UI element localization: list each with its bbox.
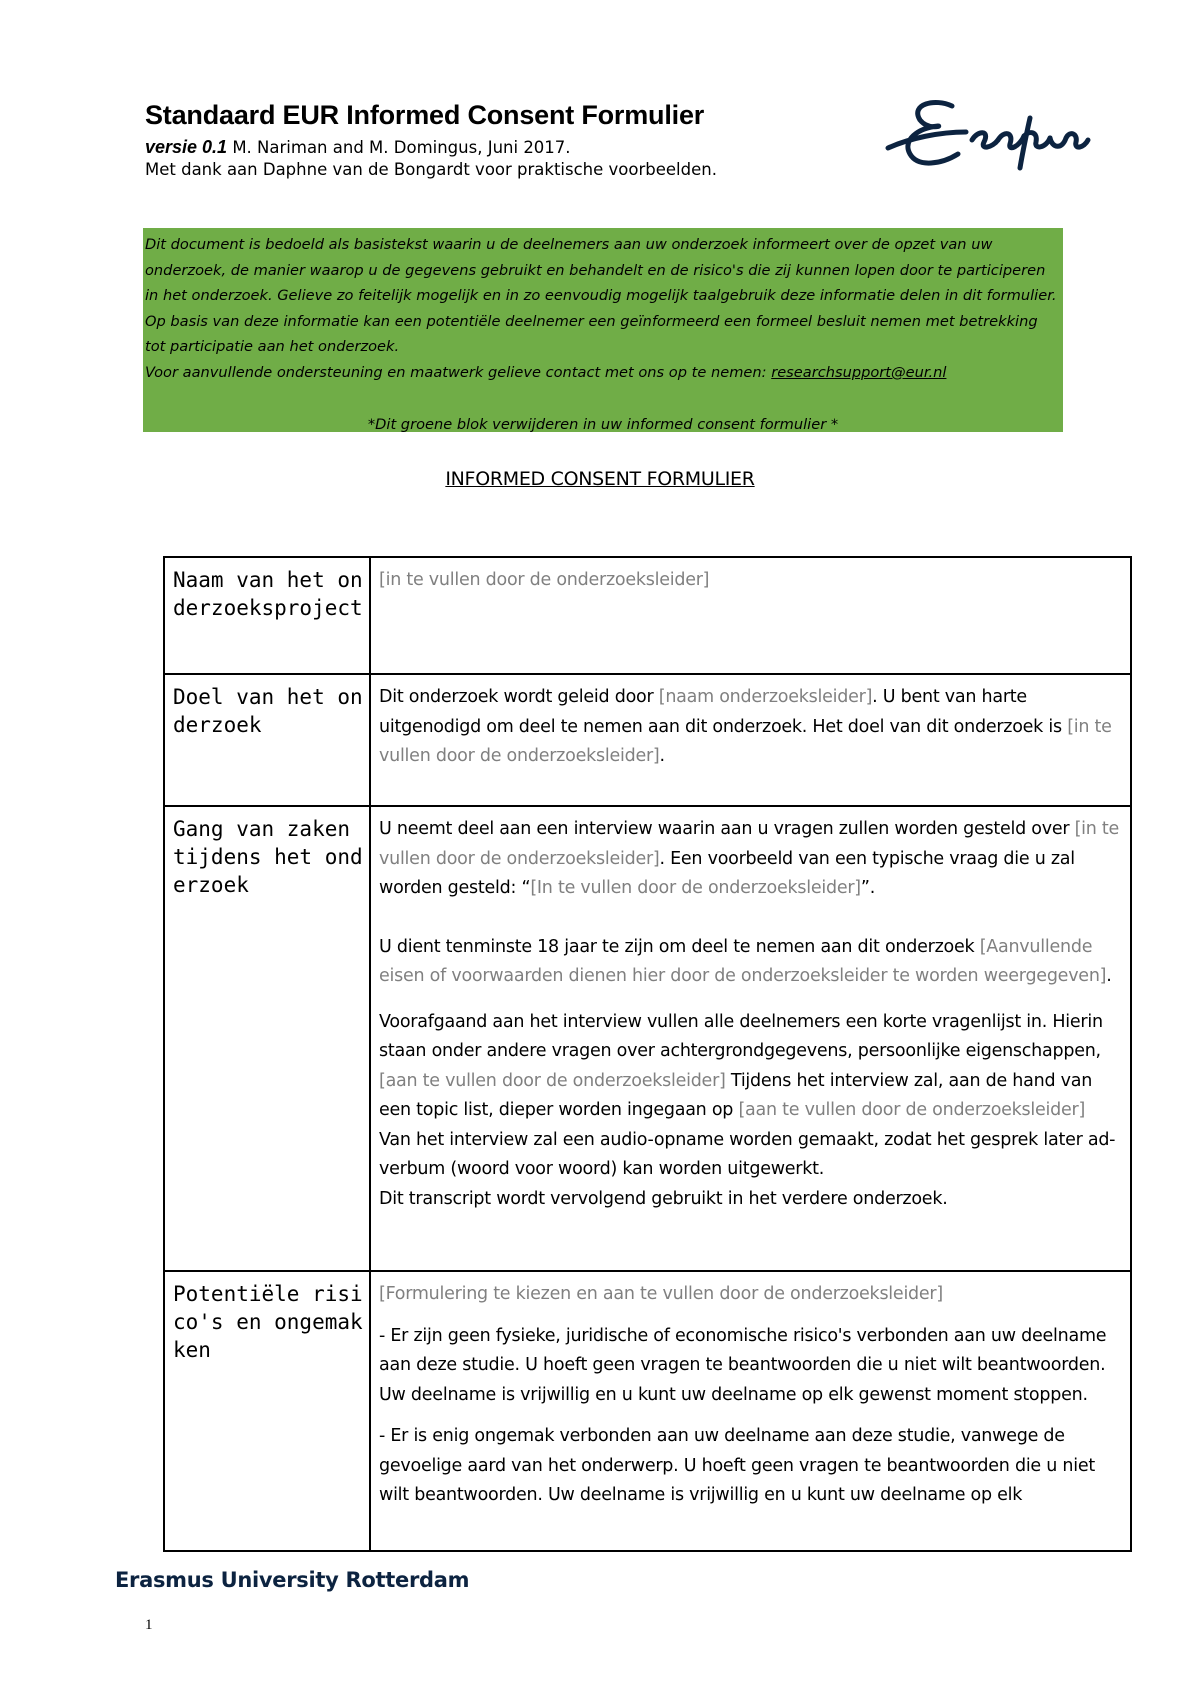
placeholder-text: [in te vullen door de onderzoeksleider] [379, 716, 1112, 766]
instruction-block [143, 228, 1063, 432]
content-text: ”. [860, 878, 876, 898]
placeholder-text: [Aanvullende eisen of voorwaarden dienen hier door de onderzoeksleider te worden weergegeven] [379, 936, 1107, 986]
support-line [145, 360, 1061, 386]
placeholder-text: [in te vullen door de onderzoeksleider] [379, 570, 710, 590]
row-content [370, 1271, 1131, 1551]
support-email-link[interactable]: researchsupport@eur.nl [771, 363, 947, 381]
paragraph [379, 1008, 1122, 1185]
content-text: U dient tenminste 18 jaar te zijn om deel te nemen aan dit onderzoek [379, 936, 980, 957]
placeholder-text: [aan te vullen door de onderzoeksleider] [738, 1100, 1086, 1120]
document-title: Standaard EUR Informed Consent Formulier [145, 100, 705, 130]
table-row [164, 1271, 1131, 1551]
paragraph: - Er is enig ongemak verbonden aan uw deelname aan deze studie, vanwege de gevoelige aard van het onderwerp. U hoeft geen vragen te beantwoorden die u niet wilt beantwoorden. Uw deelname is vrijwillig en u kunt uw deelname op elk [379, 1426, 1095, 1505]
placeholder-text: [aan te vullen door de onderzoeksleider] [379, 1070, 726, 1091]
placeholder-text: [In te vullen door de onderzoeksleider] [530, 878, 861, 898]
version-line [145, 137, 571, 158]
row-label: Naam van het onderzoeksproject [164, 557, 370, 674]
erasmus-signature-logo [880, 96, 1095, 176]
content-text: . U bent van harte uitgenodigd om deel te nemen aan dit onderzoek. Het doel van dit onderzoek is [379, 687, 1068, 737]
support-text: Voor aanvullende ondersteuning en maatwerk gelieve contact met ons op te nemen: [145, 363, 772, 381]
row-content [370, 674, 1131, 806]
acknowledgement: Met dank aan Daphne van de Bongardt voor praktische voorbeelden. [145, 160, 717, 179]
remove-note: *Dit groene blok verwijderen in uw informed consent formulier * [367, 415, 839, 433]
table-row [164, 674, 1131, 806]
content-text: . [1106, 966, 1112, 986]
paragraph [379, 1280, 1122, 1310]
form-heading: INFORMED CONSENT FORMULIER [445, 468, 755, 490]
content-text: . Een voorbeeld van een typische vraag die u zal worden gesteld: “ [379, 848, 1075, 898]
row-label: Gang van zaken tijdens het onderzoek [164, 806, 370, 1271]
placeholder-text: [Formulering te kiezen en aan te vullen door de onderzoeksleider] [379, 1284, 943, 1304]
row-label: Doel van het onderzoek [164, 674, 370, 806]
consent-table [163, 556, 1132, 1552]
paragraph [379, 815, 1122, 904]
table-row [164, 557, 1131, 674]
content-text: Voorafgaand aan het interview vullen alle deelnemers een korte vragenlijst in. Hierin staan onder andere vragen over achtergrondgegevens, persoonlijke eigenschappen, [379, 1011, 1103, 1061]
row-label: Potentiële risico's en ongemakken [164, 1271, 370, 1551]
paragraph [379, 933, 1122, 992]
page-number: 1 [145, 1617, 153, 1633]
paragraph: Dit transcript wordt vervolgend gebruikt in het verdere onderzoek. [379, 1188, 948, 1209]
instruction-text: Dit document is bedoeld als basistekst waarin u de deelnemers aan uw onderzoek informeert over de opzet van uw onderzoek, de manier waarop u de gegevens gebruikt en behandelt en de risico's die zij kunnen lopen door te participeren in het onderzoek. Gelieve zo feitelijk mogelijk en in zo eenvoudig mogelijk taalgebruik deze informatie delen in dit formulier. Op basis van deze informatie kan een potentiële deelnemer een geïnformeerd een formeel besluit nemen met betrekking tot participatie aan het onderzoek. [145, 236, 1057, 356]
table-row [164, 806, 1131, 1271]
version-label: versie 0.1 [145, 137, 228, 157]
paragraph: - Er zijn geen fysieke, juridische of economische risico's verbonden aan uw deelname aan deze studie. U hoeft geen vragen te beantwoorden die u niet wilt beantwoorden. Uw deelname is vrijwillig en u kunt uw deelname op elk gewenst moment stoppen. [379, 1325, 1107, 1405]
content-text: U neemt deel aan een interview waarin aan u vragen zullen worden gesteld over [379, 819, 1075, 839]
footer-brand: Erasmus University Rotterdam [115, 1568, 470, 1592]
row-content [370, 806, 1131, 1271]
placeholder-text: [in te vullen door de onderzoeksleider] [379, 819, 1120, 869]
row-content [370, 557, 1131, 674]
authors: M. Nariman and M. Domingus, Juni 2017. [227, 138, 571, 157]
content-text: Tijdens het interview zal, aan de hand van een topic list, dieper worden ingegaan op [379, 1070, 1093, 1120]
content-text: Van het interview zal een audio-opname worden gemaakt, zodat het gesprek later ad-verbum (woord voor woord) kan worden uitgewerkt. [379, 1129, 1116, 1179]
placeholder-text: [naam onderzoeksleider] [658, 687, 873, 707]
content-text: Dit onderzoek wordt geleid door [379, 687, 659, 707]
content-text: . [659, 746, 665, 766]
